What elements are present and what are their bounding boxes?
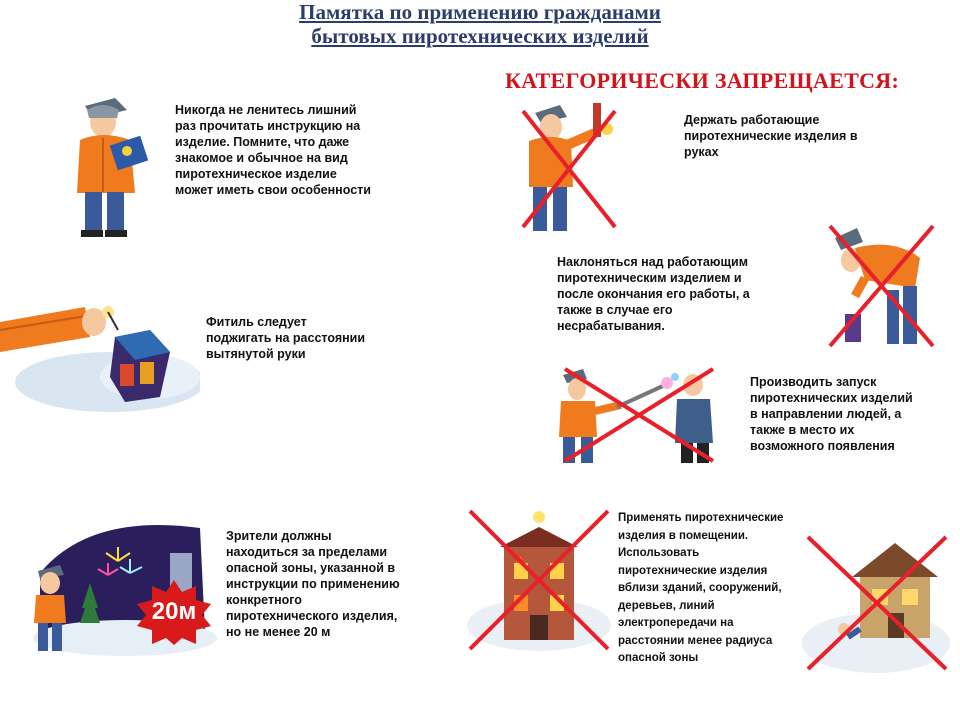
distance-badge-label: 20м — [151, 598, 197, 625]
fuse-lighting-illustration — [0, 282, 200, 417]
forbidden-launch-at-people: Производить запуск пиротехнических изделий в направлении людей, а также в место их возможного появления — [750, 375, 913, 453]
forbidden-hold-in-hands: Держать работающие пиротехнические изделия в руках — [684, 113, 858, 159]
house-power-lines-illustration — [800, 533, 952, 673]
forbidden-indoors-near-buildings: Применять пиротехнические изделия в помещении. Использовать пиротехнические изделия вблизи зданий, сооружений, деревьев, линий электропередачи на расстоянии менее радиуса опасной зоны — [618, 512, 784, 664]
advice-light-fuse: Фитиль следует поджигать на расстоянии вытянутой руки — [206, 315, 366, 361]
leaning-over-firework-illustration — [825, 218, 940, 350]
page-title — [0, 0, 960, 48]
burning-building-illustration — [464, 505, 614, 655]
man-reading-instructions-illustration — [55, 88, 160, 238]
distance-badge — [134, 578, 214, 646]
holding-firework-illustration — [515, 95, 625, 235]
prohibition-cross-icon — [825, 218, 940, 350]
prohibition-cross-icon — [800, 533, 952, 673]
prohibition-cross-icon — [464, 505, 614, 655]
title-line-2: бытовых пиротехнических изделий — [311, 24, 649, 48]
forbidden-lean-over: Наклоняться над работающим пиротехническим изделием и после окончания его работы, а также в случае его несрабатывания. — [557, 255, 750, 333]
title-line-1: Памятка по применению гражданами — [299, 0, 661, 24]
launch-toward-people-illustration — [555, 365, 720, 465]
advice-spectators-distance: Зрители должны находиться за пределами опасной зоны, указанной в инструкции по применению конкретного пиротехнического изделия, но не менее 20 м — [226, 529, 400, 639]
prohibition-cross-icon — [555, 365, 720, 465]
prohibition-cross-icon — [515, 95, 625, 235]
advice-read-instructions: Никогда не ленитесь лишний раз прочитать инструкцию на изделие. Помните, что даже знакомое и обычное на вид пиротехническое изделие может иметь свои особенности — [175, 103, 371, 197]
forbidden-heading: КАТЕГОРИЧЕСКИ ЗАПРЕЩАЕТСЯ: — [505, 68, 900, 93]
